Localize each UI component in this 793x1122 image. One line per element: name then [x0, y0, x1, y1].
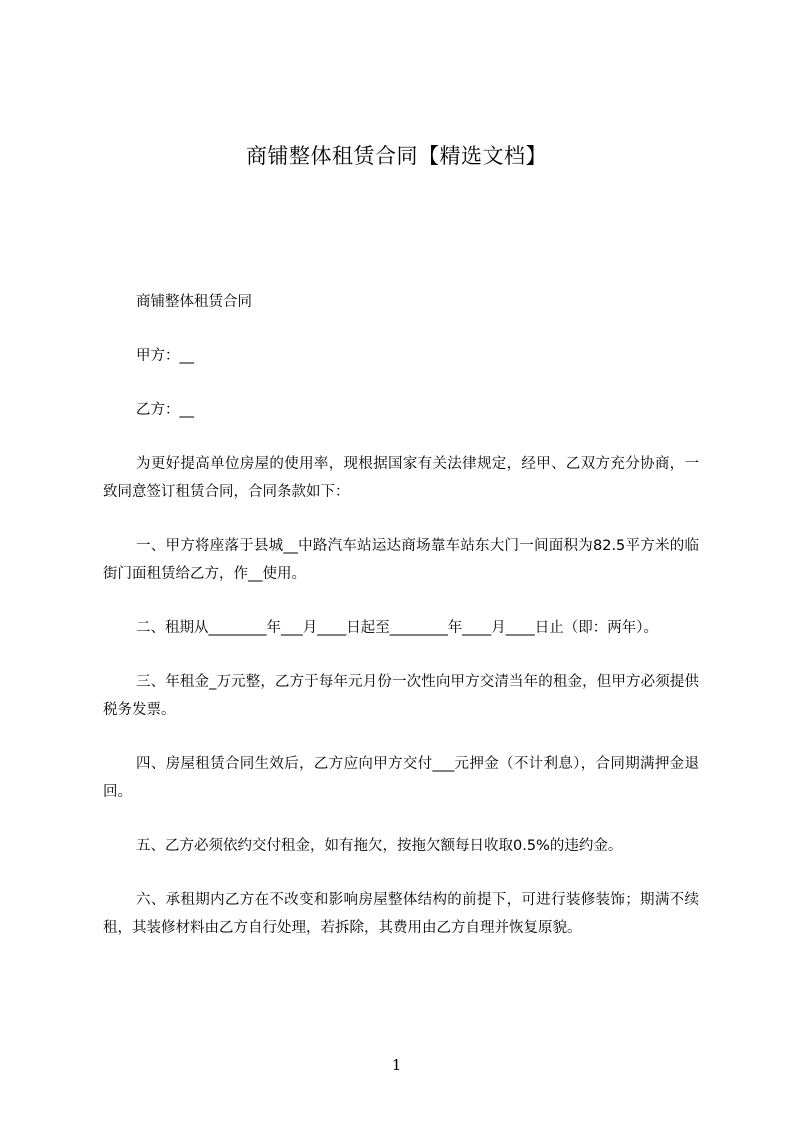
contract-heading: 商铺整体租赁合同: [136, 294, 252, 310]
clause-4: 四、房屋租赁合同生效后，乙方应向甲方交付___元押金（不计利息），合同期满押金退回。: [103, 756, 699, 800]
clause-2: 二、租期从________年___月____日起至________年____月____日止（即：两年）。: [136, 620, 658, 636]
clause-5: 五、乙方必须依约交付租金，如有拖欠，按拖欠额每日收取0.5%的违约金。: [136, 838, 623, 854]
clause-1: 一、甲方将座落于县城__中路汽车站运达商场靠车站东大门一间面积为82.5平方米的临街门面租赁给乙方，作__使用。: [103, 538, 699, 582]
party-a-line: 甲方：__: [136, 348, 194, 364]
preamble-paragraph: 为更好提高单位房屋的使用率，现根据国家有关法律规定，经甲、乙双方充分协商，一致同意签订租赁合同，合同条款如下：: [103, 456, 699, 500]
party-b-line: 乙方：__: [136, 402, 194, 418]
clause-3: 三、年租金_万元整，乙方于每年元月份一次性向甲方交清当年的租金，但甲方必须提供税务发票。: [103, 674, 699, 718]
document-body: [103, 288, 699, 942]
document-title: 商铺整体租赁合同【精选文档】: [246, 144, 547, 168]
clause-6: 六、承租期内乙方在不改变和影响房屋整体结构的前提下，可进行装修装饰；期满不续租，其装修材料由乙方自行处理，若拆除，其费用由乙方自理并恢复原貌。: [103, 892, 699, 936]
page-number: 1: [391, 1056, 402, 1074]
